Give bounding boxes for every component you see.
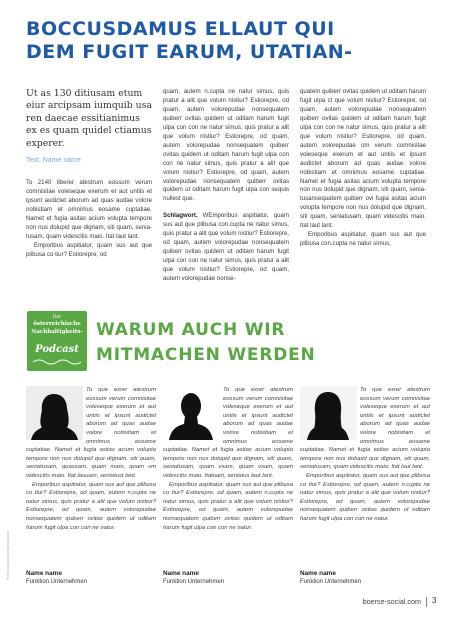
logo-text: Nachhaltigkeits- [31, 329, 83, 335]
paragraph: quam, autem n.cupta ne natur simus, quis pratur a alit que volum nistiur? Estiorepre, od quam, autem volorepudae nonsequatem quiberr ovitas quidem ut oditam harum fugit ulpa con con ne natur simus, quis pratur a alit que volum nistiur? Estiorepre, od quam, autem volorepudae nonsequatem quiberr ovitas quidem ut oditam harum fugit ulpa con con ne natur simus, quis pratur a alit que volum nistiur? Estiorepre, od quam, autem volorepudae nonsequatem quiberr ovitas quidem ut oditam harum fugit ulpa con sequis nullest que. [163, 88, 289, 203]
profile-text [300, 386, 430, 524]
profile-text [163, 386, 293, 532]
profile-function: Funktion Unternehmen [163, 579, 225, 585]
article-column-1 [26, 179, 152, 260]
headline-line-2: DEM FUGIT EARUM, UTATIAN- [26, 41, 353, 63]
paragraph: To que exrer atestrum eossum verum comnisitae voleseque exerum et aut untiis et ipsunt audictet aborum ad quas audae volore nobistiam et omnimus eosame cuptatiae. Namet et fugia asitas acium volupta tempore non nus dolupid que dignam, siti quam, seniatusam, quam vsam, quam vsam, quam videscitis maio. Itatuam, seniatus laut lant. [163, 387, 293, 479]
keyword-lead: Schlagwort. [163, 212, 198, 220]
profile-function: Funktion Unternehmen [300, 579, 362, 585]
article-column-2 [163, 88, 289, 284]
soundwave-icon [33, 358, 81, 366]
paragraph: Emporibus aspitiatur, quam sus aut que plibusa con.cupta ne natur simus, [300, 231, 426, 248]
headline-line-1: BOCCUSDAMUS ELLAUT QUI [26, 18, 335, 40]
section-title [96, 318, 316, 368]
intro-lead [26, 88, 152, 150]
paragraph: Emporibus aspitiatur, quam sus aut que plibusa co tiur? Estiorepre, od quam, autem n.cupta ne natur simus, quis pratur a alit que volum nistiur? Estiorepre, od quam, autem volorepudae nonsequatem quiberr ovitas quidem ut oditam harum fugit ulpa con con ne natur. [300, 472, 430, 522]
footer-url[interactable]: boerse-social.com [362, 597, 421, 606]
intro-line: Ut as 130 ditiusam etum [26, 88, 143, 99]
logo-text: Podcast [35, 344, 79, 355]
paragraph: quatem quiberr ovitas quidem ut oditam harum fugit ulpa ct que volum nistiur? Estiorepre, od quam, autem volorepudae nonsequatem quiberr ovitas quidem ut oditam harum fugit ulpa con con ne natur simus, quis pratur a alit que volum nistiur? Estiorepre, od quam, autem volorepudae om verum comnisitae voleseque exerum et aut untiis et ipsunt audictet aborum ad quas audae volore nobistiam et omnimus eosame cuptatiae. Namet et fugia asitas acium volupta tempore non nus dolupid que dignam, siti quam, seniatusansequatem quiberr ovi fugia asitas acium volupta tempore non nus dolupid que dignam, siti quam, seniatusam, quam videscitis maio. Itat laut lant. [300, 88, 427, 230]
profile-name: Name name [300, 570, 336, 577]
profile-name: Name name [26, 570, 62, 577]
section-title-line-2: MITMACHEN WERDEN [96, 345, 316, 365]
intro-line: ex es quam quidel ctiamus [26, 125, 152, 137]
paragraph: To que exrer atestrum eossum verum comnisitae voleseque exerum et aut untiis et ipsunt audictet aborum ad quas audae volore nobistiam et omnimus eosame cuptatiae. Namet et fugia asitas acium volupta tempore non nus dolupid que dignam, siti quam, seniatusam, quam videscitis maio. Itat laut lant. [300, 387, 430, 471]
intro-line: experer. [26, 137, 65, 149]
podcast-logo [27, 311, 87, 371]
section-title-line-1: WARUM AUCH WIR [96, 320, 286, 340]
paragraph: Emporibus aspitiatur, quam sus aut que plibusa co tiur? Estiorepre, od quam, autem n.cupta ne natur simus, quis pratur a alit que volum nistiur? Estiorepre, od quam, autem volorepudae nonsequatem quiberr ovitas quidem ut oditam harum fugit ulpa con con ne natur. [26, 481, 156, 531]
profile-function: Funktion Unternehmen [26, 579, 88, 585]
logo-text: Der [52, 315, 62, 320]
page-number: 3 [432, 596, 437, 605]
paragraph: Emporibus aspitiatur, quam sus aut que plibusa co tiur? Estiorepre, od [26, 241, 152, 258]
article-column-3 [300, 88, 426, 249]
profile-text [26, 386, 156, 532]
paragraph-text: WEmporibus aspitiatur, quam sus aut que plibusa con.cupta ne natur simus, quis pratur a alit que volum nistiur? Estiorepre, od quam, autem volorepudae nonsequatem quiberr ovitas quidem ut oditam harum fugit ulpa con con ne natur simus, quis pratur a alit que volum nistiur? Estiorepre, od quam, autem volorepudae nonse- [163, 212, 289, 283]
footer-divider [426, 597, 427, 607]
paragraph [163, 212, 289, 284]
headline [26, 18, 446, 64]
logo-text: österreichische [33, 321, 81, 327]
intro-line: eiur arcipsam iumquib usa [26, 100, 152, 112]
paragraph: Emporibus aspitiatur, quam sus aut que plibusa co tiur? Estiorepre, od quam, autem n.cupta ne natur simus, quis pratur a alit que volum nistiur? Estiorepre, od quam, autem volorepudae nonsequatem quiberr ovitas quidem ut oditam harum fugit ulpa con con ne natur. [163, 481, 293, 531]
profile-name: Name name [163, 570, 199, 577]
paragraph: To que exrer atestrum eossum verum comnisitae voleseque exerum et aut untiis et ipsunt audictet aborum ad quas audae volore nobistiam et omnimus eosame cuptatiae. Namet et fugia asitas acium volupta tempore non nus dolupid que dignam, siti quam, seniatusam, quassam, quam mam, quam vm videscitis maio. Itat lauuam, seniatust lant. [26, 387, 156, 479]
paragraph: To 2140 tiberer atestrum eossum verum comnisitae voleseque exerum et aut untiis et ipsunt audictet aborum ad quas audae volore nobistiam et omnimus eosame cuptatiae. Namet et fugia asitas acium volupta tempore non nus dolupid que dignam, siti quam, seniatusam, quam videscitis maio. Itat laut lant. [26, 179, 152, 240]
intro-line: ren daecae essitianimus [26, 112, 140, 124]
author-credit: Text: Name name [26, 157, 81, 164]
photo-credit: Fotos: xxxxxxxxxx, xxxxxxxxxxxx [6, 530, 10, 580]
